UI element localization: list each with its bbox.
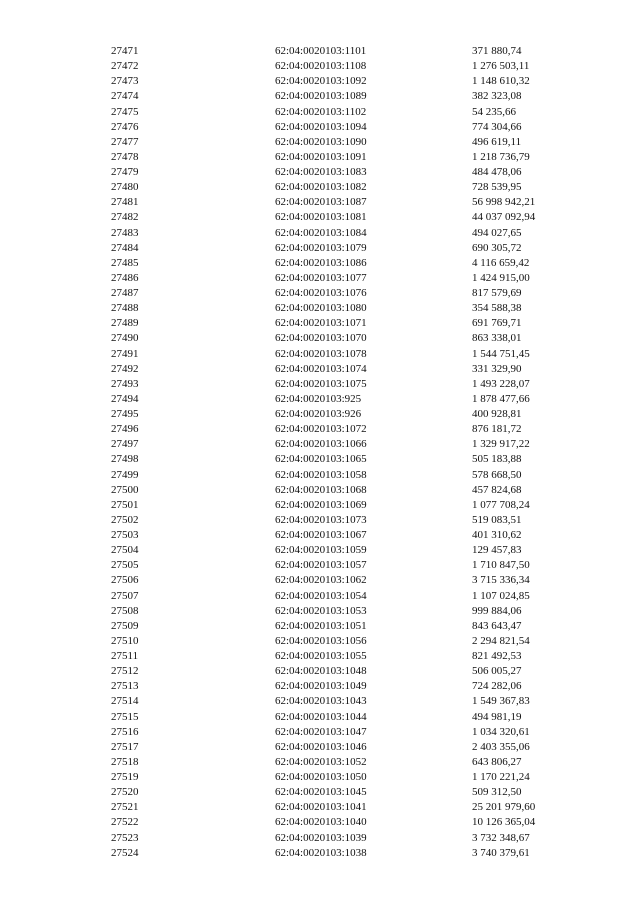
- row-number: 27505: [111, 559, 139, 572]
- cadastral-value: 821 492,53: [472, 650, 522, 662]
- table-row: [0, 392, 640, 407]
- table-row: [0, 59, 640, 74]
- table-row: [0, 800, 640, 815]
- cadastral-number: 62:04:0020103:1044: [275, 710, 367, 723]
- row-number: 27502: [111, 513, 139, 526]
- cadastral-number: 62:04:0020103:1070: [275, 332, 367, 345]
- cadastral-value: 1 878 477,66: [472, 392, 530, 405]
- row-number: 27509: [111, 619, 139, 632]
- row-number: 27472: [111, 60, 139, 73]
- table-row: [0, 74, 640, 89]
- row-number: 27518: [111, 755, 139, 768]
- cadastral-value: 519 083,51: [472, 513, 522, 526]
- table-row: [0, 407, 640, 422]
- table-row: [0, 271, 640, 286]
- table-row: [0, 649, 640, 664]
- cadastral-number: 62:04:0020103:1108: [275, 60, 367, 73]
- table-row: [0, 694, 640, 709]
- table-row: [0, 422, 640, 437]
- row-number: 27515: [111, 710, 139, 723]
- cadastral-value: 1 710 847,50: [472, 559, 530, 572]
- table-row: [0, 831, 640, 846]
- row-number: 27497: [111, 438, 139, 451]
- cadastral-value: 999 884,06: [472, 604, 522, 617]
- table-row: [0, 725, 640, 740]
- cadastral-value: 44 037 092,94: [472, 211, 536, 224]
- cadastral-value: 1 329 917,22: [472, 438, 530, 451]
- row-number: 27481: [111, 196, 139, 209]
- row-number: 27478: [111, 150, 139, 163]
- cadastral-number: 62:04:0020103:1091: [275, 150, 367, 163]
- row-number: 27504: [111, 544, 139, 557]
- row-number: 27512: [111, 665, 139, 678]
- table-row: [0, 377, 640, 392]
- cadastral-number: 62:04:0020103:1048: [275, 665, 367, 678]
- cadastral-number: 62:04:0020103:1071: [275, 317, 367, 330]
- cadastral-value: 2 403 355,06: [472, 740, 530, 753]
- cadastral-number: 62:04:0020103:1041: [275, 801, 367, 814]
- row-number: 27487: [111, 287, 139, 299]
- cadastral-number: 62:04:0020103:1045: [275, 786, 367, 799]
- cadastral-value: 494 027,65: [472, 226, 522, 239]
- row-number: 27491: [111, 347, 139, 360]
- row-number: 27492: [111, 362, 139, 375]
- cadastral-number: 62:04:0020103:1038: [275, 846, 367, 859]
- cadastral-number: 62:04:0020103:1073: [275, 513, 367, 526]
- table-row: [0, 135, 640, 150]
- row-number: 27496: [111, 423, 139, 436]
- table-row: [0, 770, 640, 785]
- cadastral-number: 62:04:0020103:1084: [275, 226, 367, 239]
- table-row: [0, 150, 640, 165]
- cadastral-number: 62:04:0020103:1077: [275, 271, 367, 284]
- cadastral-number: 62:04:0020103:1092: [275, 75, 367, 88]
- table-row: [0, 316, 640, 331]
- cadastral-number: 62:04:0020103:1086: [275, 256, 367, 269]
- cadastral-value: 371 880,74: [472, 45, 522, 57]
- cadastral-number: 62:04:0020103:1056: [275, 634, 367, 647]
- row-number: 27511: [111, 650, 139, 662]
- cadastral-number: 62:04:0020103:925: [275, 392, 362, 405]
- table-row: [0, 105, 640, 120]
- cadastral-value: 876 181,72: [472, 423, 522, 436]
- cadastral-number: 62:04:0020103:1094: [275, 120, 367, 133]
- row-number: 27477: [111, 135, 139, 148]
- cadastral-number: 62:04:0020103:1083: [275, 166, 367, 178]
- cadastral-value: 863 338,01: [472, 332, 522, 345]
- cadastral-number: 62:04:0020103:1062: [275, 574, 367, 587]
- cadastral-number: 62:04:0020103:1089: [275, 90, 367, 103]
- cadastral-number: 62:04:0020103:1046: [275, 740, 367, 753]
- table-row: [0, 437, 640, 452]
- cadastral-value: 401 310,62: [472, 529, 522, 541]
- cadastral-number: 62:04:0020103:1090: [275, 135, 367, 148]
- cadastral-number: 62:04:0020103:1053: [275, 604, 367, 617]
- row-number: 27474: [111, 90, 139, 103]
- cadastral-number: 62:04:0020103:1052: [275, 755, 367, 768]
- row-number: 27490: [111, 332, 139, 345]
- cadastral-number: 62:04:0020103:1068: [275, 483, 367, 496]
- row-number: 27507: [111, 589, 139, 602]
- row-number: 27510: [111, 634, 139, 647]
- table-row: [0, 195, 640, 210]
- row-number: 27486: [111, 271, 139, 284]
- table-row: [0, 301, 640, 316]
- cadastral-number: 62:04:0020103:1047: [275, 725, 367, 738]
- cadastral-value: 25 201 979,60: [472, 801, 536, 814]
- cadastral-value: 400 928,81: [472, 408, 522, 420]
- cadastral-value: 3 732 348,67: [472, 831, 530, 844]
- cadastral-value: 1 544 751,45: [472, 347, 530, 360]
- table-row: [0, 513, 640, 528]
- cadastral-number: 62:04:0020103:1054: [275, 589, 367, 602]
- table-row: [0, 331, 640, 346]
- cadastral-value: 331 329,90: [472, 362, 522, 375]
- cadastral-value: 817 579,69: [472, 287, 522, 299]
- table-row: [0, 589, 640, 604]
- table-row: [0, 785, 640, 800]
- cadastral-number: 62:04:0020103:1069: [275, 498, 367, 511]
- row-number: 27506: [111, 574, 139, 587]
- cadastral-value: 354 588,38: [472, 302, 522, 315]
- cadastral-number: 62:04:0020103:1080: [275, 302, 367, 315]
- cadastral-value: 54 235,66: [472, 105, 516, 118]
- table-row: [0, 740, 640, 755]
- row-number: 27499: [111, 468, 139, 481]
- row-number: 27501: [111, 498, 139, 511]
- row-number: 27489: [111, 317, 139, 330]
- table-row: [0, 347, 640, 362]
- cadastral-value: 457 824,68: [472, 483, 522, 496]
- cadastral-value: 1 170 221,24: [472, 771, 530, 783]
- table-row: [0, 362, 640, 377]
- row-number: 27480: [111, 181, 139, 194]
- row-number: 27483: [111, 226, 139, 239]
- table-row: [0, 558, 640, 573]
- table-row: [0, 634, 640, 649]
- table-row: [0, 180, 640, 195]
- row-number: 27484: [111, 241, 139, 254]
- row-number: 27516: [111, 725, 139, 738]
- cadastral-value: 484 478,06: [472, 166, 522, 178]
- cadastral-value: 4 116 659,42: [472, 256, 530, 269]
- cadastral-value: 643 806,27: [472, 755, 522, 768]
- table-row: [0, 664, 640, 679]
- table-row: [0, 755, 640, 770]
- row-number: 27485: [111, 256, 139, 269]
- table-row: [0, 483, 640, 498]
- row-number: 27495: [111, 408, 139, 420]
- table-row: [0, 256, 640, 271]
- row-number: 27513: [111, 680, 139, 693]
- row-number: 27517: [111, 740, 139, 753]
- cadastral-value: 1 218 736,79: [472, 150, 530, 163]
- row-number: 27521: [111, 801, 139, 814]
- table-row: [0, 543, 640, 558]
- table-row: [0, 846, 640, 861]
- cadastral-value: 691 769,71: [472, 317, 522, 330]
- cadastral-value: 1 549 367,83: [472, 695, 530, 708]
- cadastral-number: 62:04:0020103:1067: [275, 529, 367, 541]
- cadastral-number: 62:04:0020103:1040: [275, 816, 367, 829]
- cadastral-number: 62:04:0020103:1055: [275, 650, 367, 662]
- cadastral-value: 578 668,50: [472, 468, 522, 481]
- table-row: [0, 120, 640, 135]
- cadastral-value: 2 294 821,54: [472, 634, 530, 647]
- cadastral-value: 1 077 708,24: [472, 498, 530, 511]
- cadastral-value: 509 312,50: [472, 786, 522, 799]
- cadastral-value: 382 323,08: [472, 90, 522, 103]
- table-row: [0, 44, 640, 59]
- cadastral-number: 62:04:0020103:1101: [275, 45, 367, 57]
- cadastral-number: 62:04:0020103:1074: [275, 362, 367, 375]
- cadastral-value: 1 107 024,85: [472, 589, 530, 602]
- cadastral-value: 496 619,11: [472, 135, 522, 148]
- table-row: [0, 452, 640, 467]
- cadastral-number: 62:04:0020103:1087: [275, 196, 367, 209]
- table-row: [0, 498, 640, 513]
- cadastral-value-table: [0, 44, 640, 861]
- table-row: [0, 604, 640, 619]
- row-number: 27479: [111, 166, 139, 178]
- table-row: [0, 468, 640, 483]
- cadastral-value: 506 005,27: [472, 665, 522, 678]
- row-number: 27476: [111, 120, 139, 133]
- table-row: [0, 619, 640, 634]
- cadastral-value: 56 998 942,21: [472, 196, 536, 209]
- row-number: 27498: [111, 453, 139, 466]
- cadastral-value: 728 539,95: [472, 181, 522, 194]
- cadastral-value: 1 276 503,11: [472, 60, 530, 73]
- cadastral-number: 62:04:0020103:1072: [275, 423, 367, 436]
- cadastral-number: 62:04:0020103:1050: [275, 771, 367, 783]
- cadastral-number: 62:04:0020103:1102: [275, 105, 367, 118]
- cadastral-value: 1 034 320,61: [472, 725, 530, 738]
- cadastral-number: 62:04:0020103:1065: [275, 453, 367, 466]
- table-row: [0, 226, 640, 241]
- cadastral-number: 62:04:0020103:1051: [275, 619, 367, 632]
- cadastral-value: 10 126 365,04: [472, 816, 536, 829]
- row-number: 27523: [111, 831, 139, 844]
- row-number: 27514: [111, 695, 139, 708]
- row-number: 27494: [111, 392, 139, 405]
- cadastral-value: 774 304,66: [472, 120, 522, 133]
- cadastral-number: 62:04:0020103:1076: [275, 287, 367, 299]
- cadastral-value: 843 643,47: [472, 619, 522, 632]
- row-number: 27471: [111, 45, 139, 57]
- cadastral-number: 62:04:0020103:1079: [275, 241, 367, 254]
- table-row: [0, 679, 640, 694]
- cadastral-value: 724 282,06: [472, 680, 522, 693]
- table-row: [0, 528, 640, 543]
- row-number: 27473: [111, 75, 139, 88]
- cadastral-number: 62:04:0020103:1066: [275, 438, 367, 451]
- cadastral-value: 494 981,19: [472, 710, 522, 723]
- table-row: [0, 165, 640, 180]
- table-row: [0, 210, 640, 225]
- row-number: 27500: [111, 483, 139, 496]
- table-row: [0, 710, 640, 725]
- table-row: [0, 89, 640, 104]
- row-number: 27520: [111, 786, 139, 799]
- row-number: 27522: [111, 816, 139, 829]
- cadastral-number: 62:04:0020103:1058: [275, 468, 367, 481]
- table-row: [0, 241, 640, 256]
- cadastral-number: 62:04:0020103:1043: [275, 695, 367, 708]
- row-number: 27482: [111, 211, 139, 224]
- cadastral-number: 62:04:0020103:1039: [275, 831, 367, 844]
- row-number: 27519: [111, 771, 139, 783]
- cadastral-number: 62:04:0020103:1078: [275, 347, 367, 360]
- cadastral-number: 62:04:0020103:1082: [275, 181, 367, 194]
- row-number: 27493: [111, 377, 139, 390]
- cadastral-number: 62:04:0020103:926: [275, 408, 362, 420]
- cadastral-number: 62:04:0020103:1059: [275, 544, 367, 557]
- row-number: 27488: [111, 302, 139, 315]
- row-number: 27524: [111, 846, 139, 859]
- cadastral-number: 62:04:0020103:1081: [275, 211, 367, 224]
- cadastral-value: 690 305,72: [472, 241, 522, 254]
- cadastral-value: 1 424 915,00: [472, 271, 530, 284]
- cadastral-value: 505 183,88: [472, 453, 522, 466]
- cadastral-value: 129 457,83: [472, 544, 522, 557]
- cadastral-value: 3 740 379,61: [472, 846, 530, 859]
- cadastral-number: 62:04:0020103:1049: [275, 680, 367, 693]
- table-row: [0, 815, 640, 830]
- cadastral-value: 1 493 228,07: [472, 377, 530, 390]
- row-number: 27475: [111, 105, 139, 118]
- cadastral-number: 62:04:0020103:1075: [275, 377, 367, 390]
- cadastral-value: 3 715 336,34: [472, 574, 530, 587]
- row-number: 27503: [111, 529, 139, 541]
- cadastral-value: 1 148 610,32: [472, 75, 530, 88]
- table-row: [0, 573, 640, 588]
- row-number: 27508: [111, 604, 139, 617]
- table-row: [0, 286, 640, 301]
- cadastral-number: 62:04:0020103:1057: [275, 559, 367, 572]
